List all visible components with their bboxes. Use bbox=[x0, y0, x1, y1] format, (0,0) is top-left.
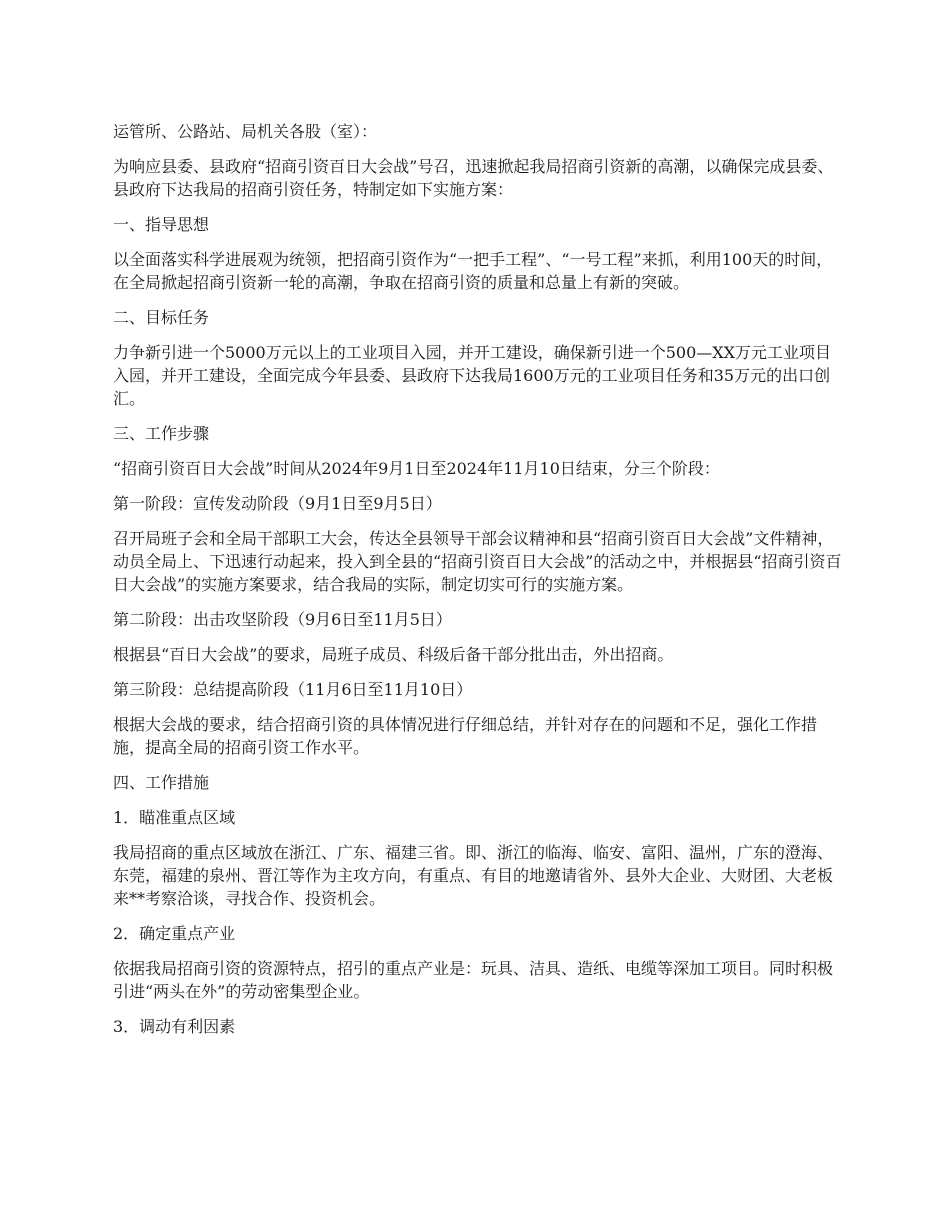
section-heading-work-steps: 三、工作步骤 bbox=[113, 424, 210, 443]
phase-three-heading: 第三阶段：总结提高阶段（11月6日至11月10日） bbox=[113, 680, 473, 699]
intro-paragraph: 为响应县委、县政府“招商引资百日大会战”号召，迅速掀起我局招商引资新的高潮，以确保完成县委、县政府下达我局的招商引资任务，特制定如下实施方案： bbox=[113, 157, 834, 199]
section-heading-guiding-thought: 一、指导思想 bbox=[113, 215, 210, 234]
phase-two-heading: 第二阶段：出击攻坚阶段（9月6日至11月5日） bbox=[113, 610, 452, 629]
measure-one-heading: 1．瞄准重点区域 bbox=[113, 808, 236, 827]
salutation: 运管所、公路站、局机关各股（室）： bbox=[113, 122, 378, 141]
measure-one-paragraph: 我局招商的重点区域放在浙江、广东、福建三省。即、浙江的临海、临安、富阳、温州，广东的澄海、东莞，福建的泉州、晋江等作为主攻方向，有重点、有目的地邀请省外、县外大企业、大财团、大老板来**考察洽谈，寻找合作、投资机会。 bbox=[113, 843, 834, 908]
phase-one-heading: 第一阶段：宣传发动阶段（9月1日至9月5日） bbox=[113, 494, 442, 513]
targets-paragraph: 力争新引进一个5000万元以上的工业项目入园，并开工建设，确保新引进一个500—XX万元工业项目入园，并开工建设，全面完成今年县委、县政府下达我局1600万元的工业项目任务和35万元的出口创汇。 bbox=[113, 343, 832, 408]
phase-two-paragraph: 根据县“百日大会战”的要求，局班子成员、科级后备干部分批出击，外出招商。 bbox=[113, 645, 674, 664]
section-heading-targets: 二、目标任务 bbox=[113, 308, 210, 327]
guiding-thought-paragraph: 以全面落实科学进展观为统领，把招商引资作为“一把手工程”、“一号工程”来抓，利用100天的时间，在全局掀起招商引资新一轮的高潮，争取在招商引资的质量和总量上有新的突破。 bbox=[113, 250, 833, 292]
section-heading-measures: 四、工作措施 bbox=[113, 773, 210, 792]
phase-three-paragraph: 根据大会战的要求，结合招商引资的具体情况进行仔细总结，并针对存在的问题和不足，强化工作措施，提高全局的招商引资工作水平。 bbox=[113, 715, 818, 757]
document-body bbox=[113, 120, 843, 1050]
work-steps-paragraph: “招商引资百日大会战”时间从2024年9月1日至2024年11月10日结束，分三个阶段： bbox=[113, 459, 720, 478]
measure-two-paragraph: 依据我局招商引资的资源特点，招引的重点产业是：玩具、洁具、造纸、电缆等深加工项目。同时积极引进“两头在外”的劳动密集型企业。 bbox=[113, 959, 834, 1001]
measure-two-heading: 2．确定重点产业 bbox=[113, 924, 236, 943]
measure-three-heading: 3．调动有利因素 bbox=[113, 1017, 236, 1036]
phase-one-paragraph: 召开局班子会和全局干部职工大会，传达全县领导干部会议精神和县“招商引资百日大会战”文件精神，动员全局上、下迅速行动起来，投入到全县的“招商引资百日大会战”的活动之中，并根据县“招商引资百日大会战”的实施方案要求，结合我局的实际，制定切实可行的实施方案。 bbox=[113, 529, 842, 594]
